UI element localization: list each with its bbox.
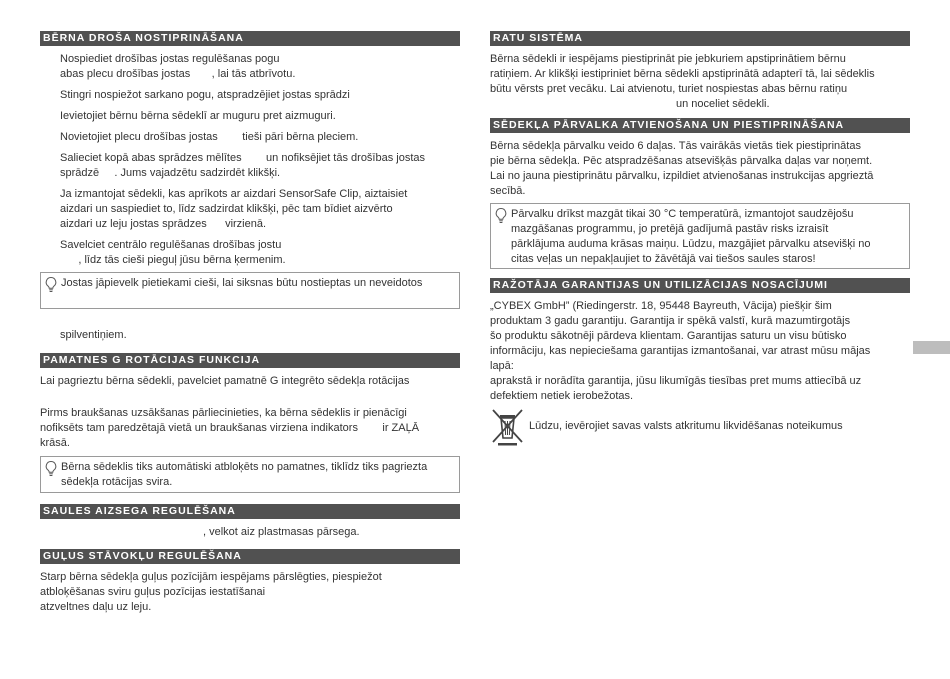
text-line: aizdari un saspiediet to, līdz sadzirdat klikšķi, pēc tam bīdiet aizvērto — [60, 203, 393, 215]
text-line: informāciju, kas nepieciešama garantijas izmantošanai, var atrast mūsu mājas — [490, 345, 871, 357]
text-line: Novietojiet plecu drošības jostas tieši pāri bērna pleciem. — [60, 131, 359, 143]
text-line: Salieciet kopā abas sprādzes mēlītes un nofiksējiet tās drošības jostas — [60, 152, 426, 164]
page-thumb-tab — [913, 341, 950, 354]
text-line: ratiņiem. Ar klikšķi iestipriniet bērna sēdekli apstiprinātā adapterī tā, lai sēdeklis — [490, 68, 875, 80]
text-line: spilventiņiem. — [60, 329, 127, 341]
heading-sun-canopy: SAULES AIZSEGA REGULĒŠANA — [40, 504, 460, 519]
text-line: Nospiediet drošības jostas regulēšanas pogu — [60, 53, 280, 65]
note-text: Jostas jāpievelk pietiekami cieši, lai siksnas būtu nostieptas un neveidotos — [61, 277, 423, 289]
heading-cover-removal: SĒDEKĻA PĀRVALKA ATVIENOŠANA UN PIESTIPRINĀŠANA — [490, 118, 910, 133]
text-line: Lai pagrieztu bērna sēdekli, pavelciet pamatnē G integrēto sēdekļa rotācijas — [40, 375, 410, 387]
note-text: Pārvalku drīkst mazgāt tikai 30 °C temperatūrā, izmantojot saudzējošu — [511, 208, 854, 220]
text-line: produktam 3 gadu garantiju. Garantija ir spēkā valstī, kurā mazumtirgotājs — [490, 315, 851, 327]
note-text: Bērna sēdeklis tiks automātiski atbloķēts no pamatnes, tiklīdz tiks pagriezta — [61, 461, 428, 473]
text-line: nofiksēts tam paredzētajā vietā un braukšanas virziena indikators ir ZAĻĀ — [40, 422, 420, 434]
text-line: aprakstā ir norādīta garantija, jūsu likumīgās tiesības pret mums attiecībā uz — [490, 375, 862, 387]
text-line: Savelciet centrālo regulēšanas drošības jostu — [60, 239, 282, 251]
lightbulb-icon — [44, 276, 58, 293]
text-line: Ievietojiet bērnu bērna sēdeklī ar muguru pret aizmuguri. — [60, 110, 336, 122]
text-line: , velkot aiz plastmasas pārsega. — [203, 526, 360, 538]
text-line: secībā. — [490, 185, 526, 197]
text-line: un noceliet sēdekli. — [676, 98, 770, 110]
note-box — [40, 272, 460, 309]
disposal-note: Lūdzu, ievērojiet savas valsts atkritumu likvidēšanas noteikumus — [529, 420, 843, 432]
text-line: Lai no jauna piestiprinātu pārvalku, izpildiet atvienošanas instrukcijas apgrieztā — [490, 170, 874, 182]
heading-recline: GUĻUS STĀVOKĻU REGULĒŠANA — [40, 549, 460, 564]
text-line: lapā: — [490, 360, 514, 372]
heading-child-safety: BĒRNA DROŠA NOSTIPRINĀŠANA — [40, 31, 460, 46]
text-line: Pirms braukšanas uzsākšanas pārliecinieties, ka bērna sēdeklis ir pienācīgi — [40, 407, 407, 419]
lightbulb-icon — [494, 207, 508, 224]
left-column — [40, 31, 460, 615]
text-line: Bērna sēdekli ir iespējams piestiprināt pie jebkuriem apstiprinātiem bērnu — [490, 53, 846, 65]
right-column — [490, 31, 910, 450]
disposal-row — [490, 406, 910, 450]
heading-travel-system: RATU SISTĒMA — [490, 31, 910, 46]
note-text: citas veļas un nepakļaujiet to žāvētājā vai tiešos saules staros! — [511, 253, 816, 265]
text-line: būtu vērsts pret vecāku. Lai atvienotu, turiet nospiestas abas bērnu ratiņu — [490, 83, 848, 95]
text-line: atbloķēšanas sviru guļus pozīcijas iestatīšanai — [40, 586, 266, 598]
heading-base-rotation: PAMATNES G ROTĀCIJAS FUNKCIJA — [40, 353, 460, 368]
text-line: abas plecu drošības jostas , lai tās atbrīvotu. — [60, 68, 296, 80]
note-box — [40, 456, 460, 493]
text-line: Bērna sēdekļa pārvalku veido 6 daļas. Tās vairākās vietās tiek piestiprinātas — [490, 140, 861, 152]
text-line: krāsā. — [40, 437, 70, 449]
text-line: pie bērna sēdekļa. Pēc atspradzēšanas atsevišķās pārvalka daļas var noņemt. — [490, 155, 873, 167]
note-text: sēdekļa rotācijas svira. — [61, 476, 173, 488]
crossed-bin-icon — [490, 406, 526, 446]
note-text: mazgāšanas programmu, jo pretējā gadījumā pastāv risks izraisīt — [511, 223, 829, 235]
text-line: aizdari uz leju jostas sprādzes virzienā. — [60, 218, 267, 230]
text-line: Stingri nospiežot sarkano pogu, atspradzējiet jostas sprādzi — [60, 89, 350, 101]
text-line: defektiem netiek ierobežotas. — [490, 390, 634, 402]
note-text: pārklājuma auduma krāsas maiņu. Lūdzu, mazgājiet pārvalku atsevišķi no — [511, 238, 871, 250]
lightbulb-icon — [44, 460, 58, 477]
text-line: Starp bērna sēdekļa guļus pozīcijām iespējams pārslēgties, piespiežot — [40, 571, 382, 583]
text-line: atzveltnes daļu uz leju. — [40, 601, 152, 613]
text-line: „CYBEX GmbH” (Riedingerstr. 18, 95448 Bayreuth, Vācija) piešķir šim — [490, 300, 832, 312]
safety-steps — [40, 52, 460, 268]
text-line: sprādzē . Jums vajadzētu sadzirdēt klikšķi. — [60, 167, 281, 179]
text-line: šo produktu sākotnēji pārdeva klientam. Garantijas saturu un visu būtisko — [490, 330, 847, 342]
note-box — [490, 203, 910, 269]
text-line: Ja izmantojat sēdekli, kas aprīkots ar aizdari SensorSafe Clip, aiztaisiet — [60, 188, 408, 200]
heading-warranty: RAŽOTĀJA GARANTIJAS UN UTILIZĀCIJAS NOSACĪJUMI — [490, 278, 910, 293]
text-line: , līdz tās cieši pieguļ jūsu bērna ķermenim. — [60, 254, 286, 266]
